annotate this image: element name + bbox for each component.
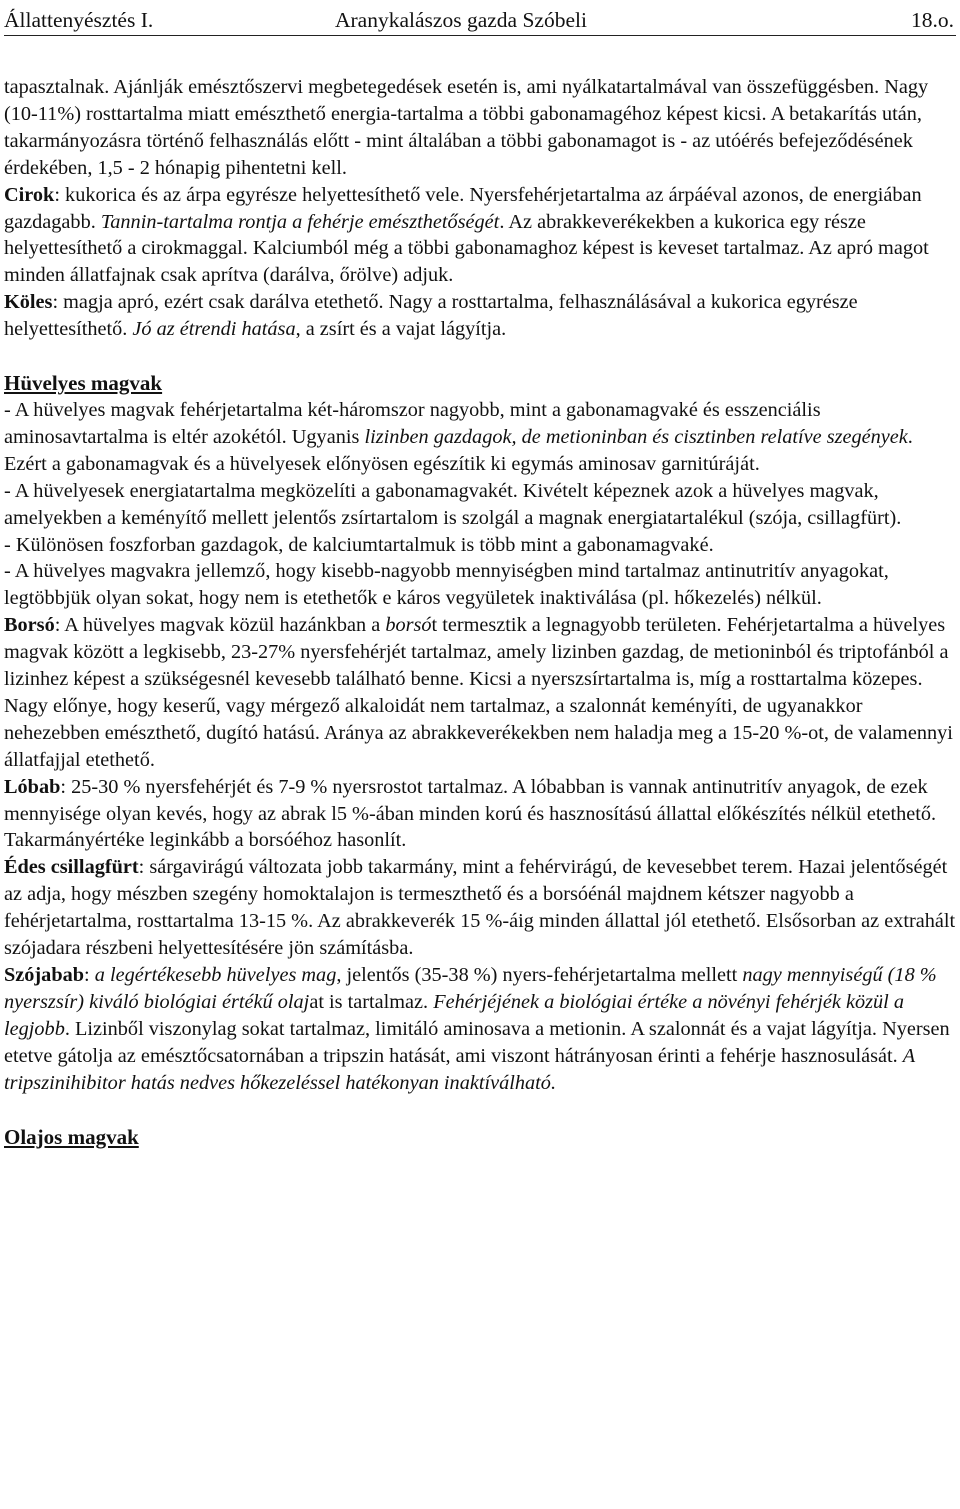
term-szojabab: Szójabab (4, 964, 85, 986)
paragraph-text: at is tartalmaz. (309, 990, 434, 1013)
header-page-number: 18.o. (911, 8, 954, 32)
paragraph-borso (4, 612, 956, 773)
header-course: Aranykalászos gazda Szóbeli (335, 8, 587, 32)
term-koles: Köles (4, 291, 53, 314)
bullet-huvelyes-3: - Különösen foszforban gazdagok, de kalciumtartalmuk is több mint a gabonamagvaké. (4, 533, 714, 556)
paragraph-szojabab (4, 962, 956, 1097)
term-edes-csillagfurt: Édes csillagfürt (4, 856, 139, 879)
paragraph-text: : A hüvelyes magvak közül hazánkban a (54, 614, 386, 637)
paragraph-text: , a zsírt és a vajat lágyítja. (295, 318, 507, 341)
paragraph-text: tapasztalnak. Ajánlják emésztőszervi megbetegedések esetén is, ami nyálkatartalmával van összefüggésben. Nagy (10-11%) rosttartalma miatt emészthető energia-tartalma a többi gabonamagéhoz képest kicsi. A betakarítás után, takarmányozásra történő felhasználás előtt - mint általában a többi gabonamagot is - az utóérés befejeződésének érdekében, 1,5 - 2 hónapig pihentetni kell. (4, 76, 929, 179)
emphasis-text: A tripszinihibitor hatás nedves hőkezeléssel hatékonyan inaktíválható. (4, 1044, 915, 1094)
header-subject: Állattenyésztés I. (4, 8, 154, 32)
paragraph-zab-continued (4, 74, 956, 182)
term-cirok: Cirok (4, 183, 55, 206)
section-heading-huvelyes-magvak: Hüvelyes magvak (4, 371, 163, 396)
emphasis-text: borsó (385, 614, 432, 637)
paragraph-text: t termesztik a legnagyobb területen. Fehérjetartalma a hüvelyes magvak között a legkisebb, 23-27% nyersfehérjét tartalmaz, amely lizinben gazdag, de metioninból és triptofánból a lizinhez képest a szükségesnél kevesebb található benne. Kicsi a nyerszsírtartalma is, míg a rosttartalma közepes. Nagy előnye, hogy keserű, vagy mérgező alkaloidát nem tartalmaz, a szalonnát keményíti, de ugyanakkor nehezebben emészthető, dugító hatású. Aránya az abrakkeverékekben nem haladja meg a 15-20 %-ot, de valamennyi állatfajjal etethető. (4, 614, 953, 771)
emphasis-text: nagy mennyiségű (18 % nyerszsír) kiváló biológiai értékű olaj (4, 964, 937, 1013)
paragraph-text: . Lizinből viszonylag sokat tartalmaz, limitáló aminosava a metionin. A szalonnát és a vajat lágyítja. Nyersen etetve gátolja az emésztőcsatornában a tripszin hatását, ami viszont hátrányosan érinti a fehérje hasznosulását. (4, 1017, 950, 1067)
emphasis-text: Tannin-tartalma rontja a fehérje emészthetőségét (100, 210, 500, 233)
paragraph-text: . Az abrakkeverékekben a kukorica egy része helyettesíthető a cirokmaggal. Kalciumból még a többi gabonamaghoz képest is keveset tartalmaz. Az apró magot minden állatfajnak csak aprítva (darálva, őrölve) adjuk. (4, 210, 929, 287)
term-borso: Borsó (4, 614, 55, 637)
paragraph-text: : (84, 964, 95, 986)
emphasis-text: Fehérjéjének a biológiai értéke a növényi fehérjék közül a legjobb (4, 990, 904, 1040)
paragraph-text: : kukorica és az árpa egyrésze helyettesíthető vele. Nyersfehérjetartalma az árpáéval azonos, de energiában gazdagabb. (4, 183, 922, 233)
emphasis-text: lizinben gazdagok, de metioninban és cisztinben relatíve szegények (364, 425, 908, 448)
paragraph-text: : 25-30 % nyersfehérjét és 7-9 % nyersrostot tartalmaz. A lóbabban is vannak antinutritív anyagok, de ezek mennyisége olyan kevés, hogy az abrak l5 %-ában minden korú és hasznosítású állattal előkészítés nélkül etethető. Takarmányértéke leginkább a borsóéhoz hasonlít. (4, 775, 937, 852)
document-body (4, 74, 956, 1150)
section-heading-olajos-magvak: Olajos magvak (4, 1124, 139, 1149)
paragraph-cirok (4, 182, 956, 290)
bullet-huvelyes-1 (4, 397, 956, 478)
paragraph-text: - A hüvelyes magvak fehérjetartalma két-háromszor nagyobb, mint a gabonamagvaké és esszenciális aminosavtartalma is eltér azokétól. Ugyanis (4, 398, 821, 448)
paragraph-edes-csillagfurt (4, 854, 956, 962)
bullet-huvelyes-2: - A hüvelyesek energiatartalma megközelíti a gabonamagvakét. Kivételt képeznek azok a hüvelyes magvak, amelyekben a keményítő mellett jelentős zsírtartalom is szolgál a magnak energiatartalékul (szója, csillagfürt). (4, 479, 902, 529)
term-lobab: Lóbab (4, 775, 61, 798)
paragraph-lobab (4, 774, 956, 855)
paragraph-text: : sárgavirágú változata jobb takarmány, mint a fehérvirágú, de kevesebbet terem. Hazai jelentőségét az adja, hogy mészben szegény homoktalajon is termeszthető és a borsóénál majdnem kétszer nagyobb a fehérjetartalma, rosttartalma 13-15 %. Az abrakkeverék 15 %-áig minden állattal jól etethető. Elsősorban az extrahált szójadara részbeni helyettesítésére jön számításba. (4, 856, 956, 960)
paragraph-text: : magja apró, ezért csak darálva etethető. Nagy a rosttartalma, felhasználásával a kukorica egyrésze helyettesíthető. (4, 291, 858, 341)
paragraph-text: . Ezért a gabonamagvak és a hüvelyesek előnyösen egészítik ki egymás aminosav garnitúráját. (4, 425, 913, 475)
emphasis-text: a legértékesebb hüvelyes mag (94, 964, 337, 986)
bullet-huvelyes-4: - A hüvelyes magvakra jellemző, hogy kisebb-nagyobb mennyiségben mind tartalmaz antinutritív anyagokat, legtöbbjük olyan sokat, hogy nem is etethetők e káros vegyületek inaktiválása (pl. hőkezelés) nélkül. (4, 560, 889, 610)
paragraph-text: , jelentős (35-38 %) nyers-fehérjetartalma mellett (336, 964, 743, 986)
emphasis-text: Jó az étrendi hatása (132, 318, 296, 341)
page-header (4, 5, 956, 36)
paragraph-koles (4, 289, 956, 343)
